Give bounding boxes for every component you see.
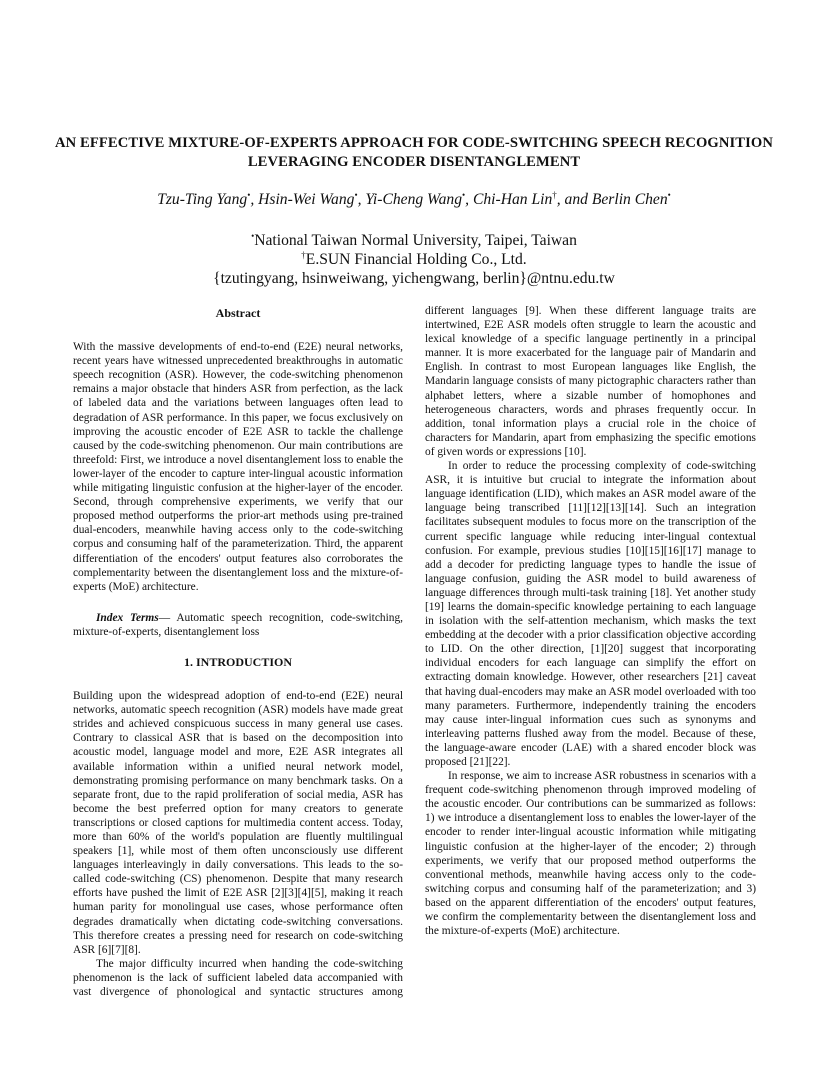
intro-paragraph: In order to reduce the processing complexity of code-switching ASR, it is intuitive but crucial to integrate the information about language identification (LID), which makes an ASR model aware of the language being transcribed [11][12][13][14]. Such an integration facilitates subsequent modules to focus more on the transcription of the current specific language while reducing inter-lingual contextual confusion. For example, previous studies [10][15][16][17] manage to add a decoder for predicting language types to handle the issue of language confusion, guiding the ASR model to build awareness of language differences through multi-task training [18]. Yet another study [19] learns the domain-specific knowledge pertaining to each language in isolation with the self-attention mechanism, which masks the text embedding at the decoder with a prior classification objective according to LID. On the other direction, [1][20] suggest that incorporating individual encoders for each language can simplify the effort on extracting domain knowledge. However, other researchers [21] caveat that having dual-encoders may make an ASR model overloaded with too many parameters. Furthermore, independently training the encoders may cause inter-lingual information cues such as synonyms and interleaving patterns flushed away from the model. Because of these, the language-aware encoder (LAE) with a shared encoder block was proposed [21][22]. <box>425 460 756 768</box>
author-emails: {tzutingyang, hsinweiwang, yichengwang, berlin}@ntnu.edu.tw <box>213 270 615 287</box>
intro-paragraph: The major difficulty incurred when handing the code-switching phenomenon is the lack of sufficient labeled data accompanied with vast divergence of phonological and syntactic structures among <box>73 957 403 999</box>
index-terms: Index Terms— Automatic speech recognition, code-switching, mixture-of-experts, disentanglement loss <box>73 611 403 638</box>
index-terms-label: Index Terms <box>96 611 159 624</box>
abstract-heading: Abstract <box>215 306 261 320</box>
intro-heading: 1. INTRODUCTION <box>183 654 292 669</box>
intro-paragraph-continued: different languages [9]. When these different language traits are intertwined, E2E ASR models often struggle to learn the acoustic and lexical knowledge of a specific language pertinently in a principal manner. It is more exacerbated for the language pair of Mandarin and English. In contrast to most European languages like English, the Mandarin language consists of many pictographic characters rather than alphabet letters, where a sizable number of homophones and heterogeneous characters, words and phrases frequently occur. In addition, tonal information plays a crucial role in the choice of characters for Mandarin, apart from emphasizing the specific emotions of given words or expressions [10]. <box>425 305 756 458</box>
affiliation-line: †E.SUN Financial Holding Co., Ltd. <box>301 250 527 268</box>
paper-title: AN EFFECTIVE MIXTURE-OF-EXPERTS APPROACH FOR CODE-SWITCHING SPEECH RECOGNITION LEVERAGING ENCODER DISENTANGLEMENT <box>55 135 773 170</box>
right-column <box>425 304 756 938</box>
affiliations <box>40 231 788 288</box>
abstract-text: With the massive developments of end-to-end (E2E) neural networks, recent years have witnessed unprecedented breakthroughs in automatic speech recognition (ASR). However, the code-switching phenomenon remains a major obstacle that hinders ASR from perfection, as the lack of labeled data and the variations between languages often lead to degradation of ASR performance. In this paper, we focus exclusively on improving the acoustic encoder of E2E ASR to tackle the challenge caused by the code-switching phenomenon. Our main contributions are threefold: First, we introduce a novel disentanglement loss to enable the lower-layer of the encoder to capture inter-lingual acoustic information while mitigating linguistic confusion at the higher-layer of the encoder. Second, through comprehensive experiments, we verify that our proposed method outperforms the prior-art methods using pre-trained dual-encoders, meanwhile having access only to the code-switching corpus and consuming half of the parameterization. Third, the apparent differentiation of the encoders' output features also corroborates the complementarity between the disentanglement loss and the mixture-of-experts (MoE) architecture. <box>73 341 403 593</box>
left-column <box>73 303 403 999</box>
affiliation-line: •National Taiwan Normal University, Taipei, Taiwan <box>251 231 577 249</box>
author: Yi-Cheng Wang•, <box>365 190 473 208</box>
index-terms-text: Automatic speech recognition, code-switching, mixture-of-experts, disentanglement loss <box>73 611 403 638</box>
author: Berlin Chen• <box>591 190 671 208</box>
author-list <box>40 189 788 211</box>
intro-paragraph: Building upon the widespread adoption of end-to-end (E2E) neural networks, automatic speech recognition (ASR) models have made great strides and achieved conspicuous success in many general use cases. Contrary to classical ASR that is based on the decomposition into acoustic model, language model and more, E2E ASR integrates all available information within a unified neural network model, demonstrating promising performance on many benchmark tasks. On a separate front, due to the rapid proliferation of social media, ASR has become the best preferred option for many creators to generate transcriptions or closed captions for multimedia content access. Today, more than 60% of the world's population are fluently multilingual speakers [1], while most of them often unconsciously use different languages interleavingly in daily conversations. This leads to the so-called code-switching (CS) phenomenon. Despite that many research efforts have pushed the limit of E2E ASR [2][3][4][5], making it reach human parity for monolingual use cases, whose performance often degrades dramatically when dictating code-switching conversations. This therefore creates a pressing need for research on code-switching ASR [6][7][8]. <box>73 690 403 956</box>
intro-paragraph: In response, we aim to increase ASR robustness in scenarios with a frequent code-switching phenomenon through improved modeling of the acoustic encoder. Our contributions can be summarized as follows: 1) we introduce a disentanglement loss to enables the lower-layer of the encoder to render inter-lingual acoustic information while mitigating linguistic confusion at the higher-layer of the encoder; 2) through experiments, we verify that our proposed method outperforms the conventional methods, meanwhile having access only to the code-switching corpus and consuming half of the parameterization; and 3) based on the apparent differentiation of the encoders' output features, we confirm the complementarity between the disentanglement loss and the mixture-of-experts (MoE) architecture. <box>425 770 756 938</box>
author: Tzu-Ting Yang•, <box>157 190 259 208</box>
author: Hsin-Wei Wang•, <box>258 190 366 208</box>
author: Chi-Han Lin†, and <box>472 190 592 208</box>
